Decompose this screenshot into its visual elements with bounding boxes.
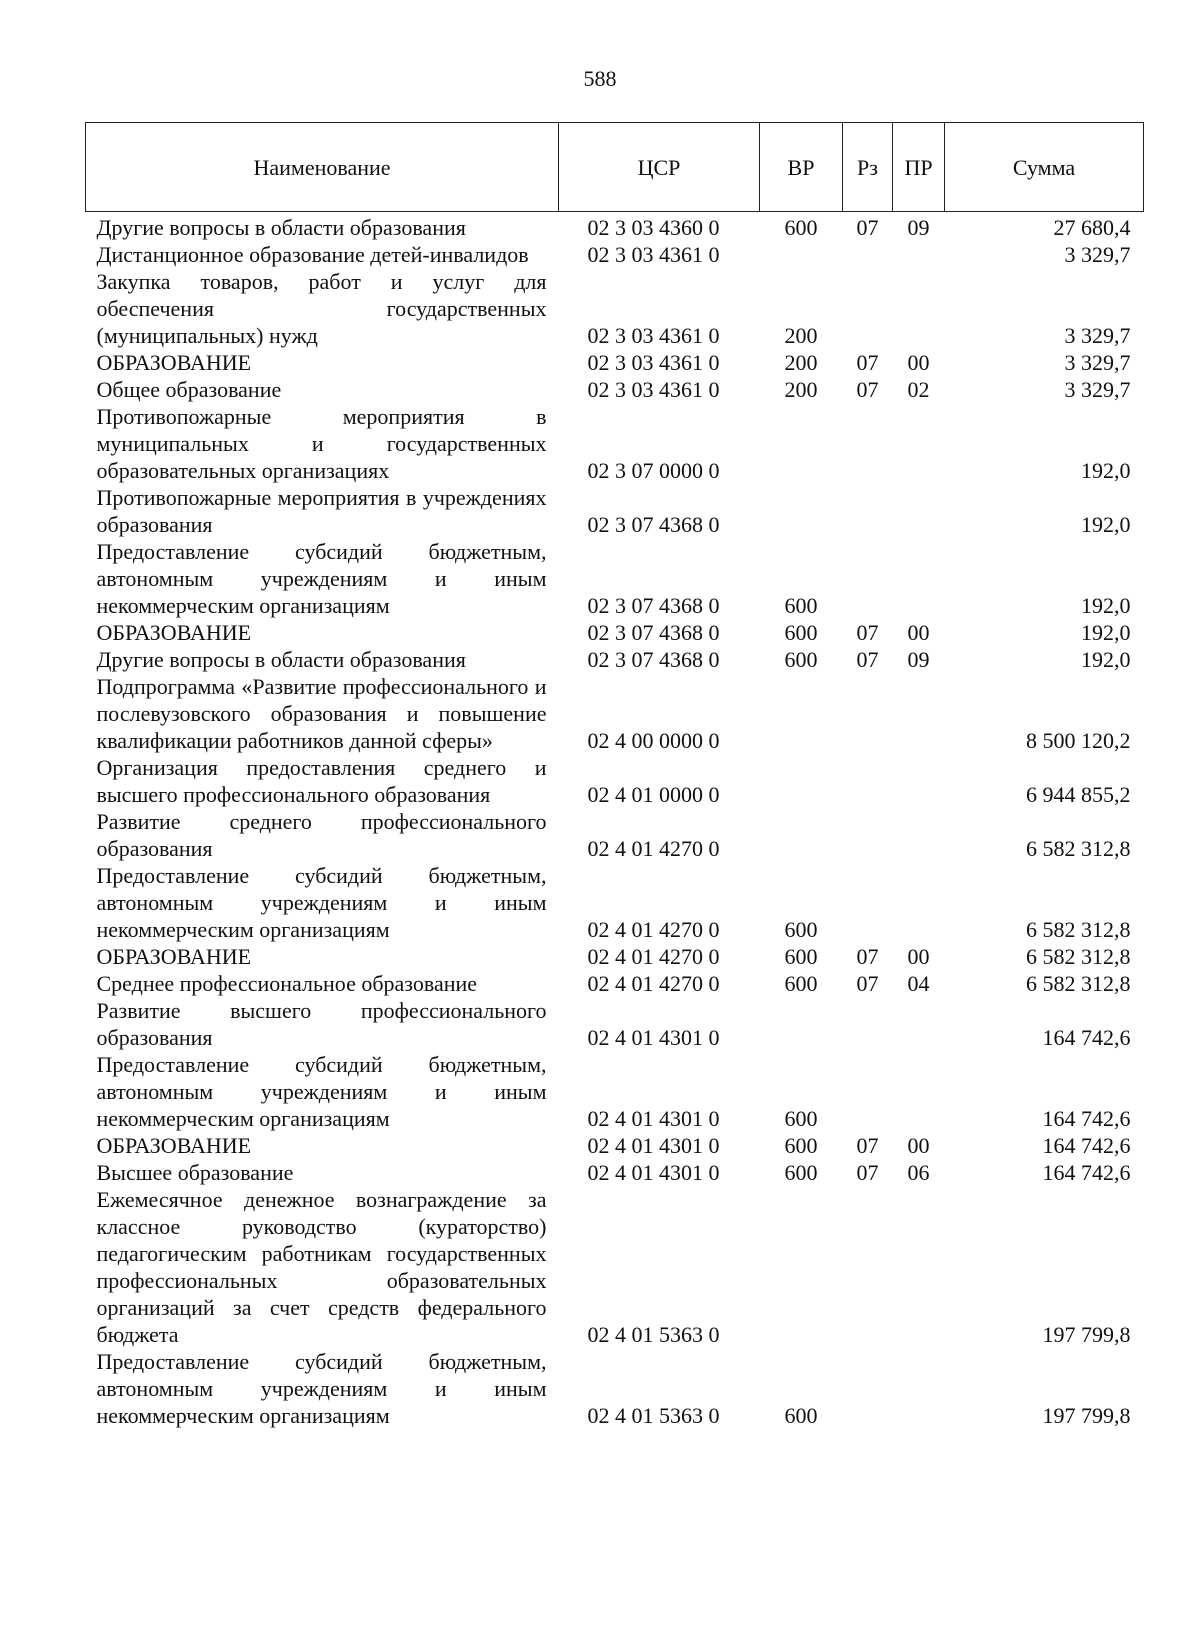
cell-pr (893, 808, 945, 862)
cell-rz (843, 862, 893, 943)
cell-rz: 07 (856, 971, 879, 996)
cell-vr (760, 754, 843, 808)
cell-pr: 00 (907, 1133, 930, 1158)
table-row (86, 1159, 1144, 1186)
header-name: Наименование (86, 123, 559, 212)
cell-rz: 07 (856, 620, 879, 645)
table-row (86, 241, 1144, 268)
table-row (86, 1186, 1144, 1348)
budget-table (85, 122, 1144, 1429)
cell-pr (893, 484, 945, 538)
cell-pr: 09 (907, 215, 930, 240)
cell-sum: 6 582 312,8 (1026, 944, 1131, 969)
header-pr: ПР (893, 123, 945, 212)
cell-csr: 02 4 01 4270 0 (587, 944, 720, 969)
cell-rz (843, 241, 893, 268)
cell-sum: 197 799,8 (1042, 1403, 1131, 1428)
cell-rz (843, 268, 893, 349)
cell-vr: 600 (784, 593, 818, 618)
cell-pr: 00 (907, 944, 930, 969)
cell-name: Подпрограмма «Развитие профессионального и послевузовского образования и повышение квалификации работников данной сферы» (96, 674, 547, 753)
cell-name: Предоставление субсидий бюджетным, автономным учреждениям и иным некоммерческим организациям (96, 1349, 547, 1428)
cell-name: Общее образование (96, 377, 282, 402)
cell-pr: 02 (907, 377, 930, 402)
cell-rz (843, 484, 893, 538)
cell-csr: 02 4 01 0000 0 (587, 782, 720, 807)
header-rz: Рз (843, 123, 893, 212)
cell-sum: 164 742,6 (1042, 1025, 1131, 1050)
table-row (86, 997, 1144, 1051)
cell-pr: 09 (907, 647, 930, 672)
cell-csr: 02 4 01 4301 0 (587, 1133, 720, 1158)
cell-csr: 02 4 01 4270 0 (587, 836, 720, 861)
table-row (86, 646, 1144, 673)
cell-csr: 02 3 03 4361 0 (587, 242, 720, 267)
cell-vr (760, 241, 843, 268)
cell-rz (843, 997, 893, 1051)
cell-vr: 600 (784, 647, 818, 672)
table-body (86, 212, 1144, 1430)
cell-pr: 00 (907, 350, 930, 375)
cell-name: Другие вопросы в области образования (96, 215, 466, 240)
cell-pr (893, 538, 945, 619)
cell-vr: 200 (784, 350, 818, 375)
table-row (86, 862, 1144, 943)
cell-csr: 02 4 01 4270 0 (587, 917, 720, 942)
cell-pr: 06 (907, 1160, 930, 1185)
cell-pr (893, 268, 945, 349)
cell-rz (843, 538, 893, 619)
cell-csr: 02 4 01 4301 0 (587, 1106, 720, 1131)
cell-rz (843, 403, 893, 484)
cell-sum: 8 500 120,2 (1026, 728, 1131, 753)
table-row (86, 403, 1144, 484)
cell-name: Организация предоставления среднего и высшего профессионального образования (96, 755, 547, 807)
cell-name: Закупка товаров, работ и услуг для обеспечения государственных (муниципальных) нужд (96, 269, 547, 348)
cell-vr: 600 (784, 944, 818, 969)
cell-csr: 02 3 03 4360 0 (587, 215, 720, 240)
cell-vr (760, 673, 843, 754)
cell-csr: 02 4 00 0000 0 (587, 728, 720, 753)
cell-csr: 02 4 01 4270 0 (587, 971, 720, 996)
cell-vr: 600 (784, 1160, 818, 1185)
table-row (86, 754, 1144, 808)
cell-rz: 07 (856, 1160, 879, 1185)
cell-sum: 192,0 (1081, 647, 1131, 672)
cell-csr: 02 4 01 5363 0 (587, 1322, 720, 1347)
cell-sum: 192,0 (1081, 620, 1131, 645)
cell-sum: 164 742,6 (1042, 1160, 1131, 1185)
table-row (86, 484, 1144, 538)
cell-rz: 07 (856, 377, 879, 402)
cell-name: Высшее образование (96, 1160, 294, 1185)
cell-pr (893, 754, 945, 808)
cell-name: Ежемесячное денежное вознаграждение за классное руководство (кураторство) педагогическим работникам государственных профессиональных образовательных организаций за счет средств федерального бюджета (96, 1187, 547, 1347)
cell-vr: 200 (784, 323, 818, 348)
cell-pr: 04 (907, 971, 930, 996)
cell-rz: 07 (856, 944, 879, 969)
header-sum: Сумма (945, 123, 1144, 212)
header-csr: ЦСР (559, 123, 760, 212)
table-row (86, 1348, 1144, 1429)
cell-pr (893, 673, 945, 754)
cell-vr (760, 997, 843, 1051)
cell-rz (843, 808, 893, 862)
cell-vr: 600 (784, 215, 818, 240)
cell-rz (843, 1348, 893, 1429)
cell-name: Развитие среднего профессионального образования (96, 809, 547, 861)
cell-pr: 00 (907, 620, 930, 645)
cell-vr: 600 (784, 1403, 818, 1428)
cell-vr (760, 403, 843, 484)
cell-sum: 3 329,7 (1064, 323, 1131, 348)
cell-csr: 02 4 01 4301 0 (587, 1025, 720, 1050)
cell-pr (893, 862, 945, 943)
cell-name: Развитие высшего профессионального образования (96, 998, 547, 1050)
page-number: 588 (583, 66, 617, 91)
header-vr: ВР (760, 123, 843, 212)
cell-rz (843, 1186, 893, 1348)
cell-sum: 192,0 (1081, 593, 1131, 618)
cell-name: ОБРАЗОВАНИЕ (96, 350, 252, 375)
cell-rz (843, 673, 893, 754)
table-row (86, 673, 1144, 754)
cell-sum: 3 329,7 (1064, 242, 1131, 267)
table-row (86, 619, 1144, 646)
cell-csr: 02 3 03 4361 0 (587, 323, 720, 348)
cell-pr (893, 403, 945, 484)
cell-vr (760, 1186, 843, 1348)
cell-vr: 600 (784, 917, 818, 942)
cell-csr: 02 4 01 4301 0 (587, 1160, 720, 1185)
cell-vr: 600 (784, 1133, 818, 1158)
cell-sum: 6 944 855,2 (1026, 782, 1131, 807)
cell-csr: 02 3 03 4361 0 (587, 377, 720, 402)
cell-name: Среднее профессиональное образование (96, 971, 478, 996)
cell-sum: 3 329,7 (1064, 377, 1131, 402)
table-header-row (86, 123, 1144, 212)
cell-pr (893, 1348, 945, 1429)
cell-rz: 07 (856, 1133, 879, 1158)
cell-name: Предоставление субсидий бюджетным, автономным учреждениям и иным некоммерческим организациям (96, 539, 547, 618)
cell-sum: 6 582 312,8 (1026, 917, 1131, 942)
cell-name: ОБРАЗОВАНИЕ (96, 620, 252, 645)
cell-name: Предоставление субсидий бюджетным, автономным учреждениям и иным некоммерческим организациям (96, 863, 547, 942)
table-row (86, 943, 1144, 970)
cell-pr (893, 241, 945, 268)
cell-name: Противопожарные мероприятия в муниципальных и государственных образовательных организациях (96, 404, 547, 483)
cell-name: Предоставление субсидий бюджетным, автономным учреждениям и иным некоммерческим организациям (96, 1052, 547, 1131)
cell-name: ОБРАЗОВАНИЕ (96, 1133, 252, 1158)
cell-rz (843, 1051, 893, 1132)
cell-name: ОБРАЗОВАНИЕ (96, 944, 252, 969)
cell-name: Противопожарные мероприятия в учреждениях образования (96, 485, 547, 537)
table-row (86, 1132, 1144, 1159)
cell-rz: 07 (856, 647, 879, 672)
table-row (86, 808, 1144, 862)
cell-sum: 6 582 312,8 (1026, 971, 1131, 996)
cell-csr: 02 3 07 0000 0 (587, 458, 720, 483)
table-row (86, 970, 1144, 997)
cell-csr: 02 3 07 4368 0 (587, 620, 720, 645)
cell-sum: 164 742,6 (1042, 1106, 1131, 1131)
cell-pr (893, 1186, 945, 1348)
table-row (86, 212, 1144, 242)
cell-sum: 192,0 (1081, 512, 1131, 537)
cell-sum: 192,0 (1081, 458, 1131, 483)
cell-sum: 27 680,4 (1053, 215, 1131, 240)
cell-vr: 600 (784, 1106, 818, 1131)
table-row (86, 349, 1144, 376)
table-row (86, 376, 1144, 403)
cell-vr (760, 484, 843, 538)
cell-csr: 02 3 03 4361 0 (587, 350, 720, 375)
cell-csr: 02 3 07 4368 0 (587, 647, 720, 672)
cell-csr: 02 3 07 4368 0 (587, 512, 720, 537)
cell-sum: 197 799,8 (1042, 1322, 1131, 1347)
table-row (86, 538, 1144, 619)
table-row (86, 268, 1144, 349)
cell-name: Другие вопросы в области образования (96, 647, 466, 672)
cell-rz: 07 (856, 215, 879, 240)
cell-vr: 600 (784, 971, 818, 996)
cell-vr (760, 808, 843, 862)
cell-sum: 3 329,7 (1064, 350, 1131, 375)
cell-csr: 02 4 01 5363 0 (587, 1403, 720, 1428)
cell-csr: 02 3 07 4368 0 (587, 593, 720, 618)
cell-name: Дистанционное образование детей-инвалидов (96, 242, 529, 267)
cell-sum: 6 582 312,8 (1026, 836, 1131, 861)
cell-vr: 600 (784, 620, 818, 645)
cell-pr (893, 1051, 945, 1132)
cell-rz: 07 (856, 350, 879, 375)
table-row (86, 1051, 1144, 1132)
cell-sum: 164 742,6 (1042, 1133, 1131, 1158)
cell-vr: 200 (784, 377, 818, 402)
cell-pr (893, 997, 945, 1051)
cell-rz (843, 754, 893, 808)
